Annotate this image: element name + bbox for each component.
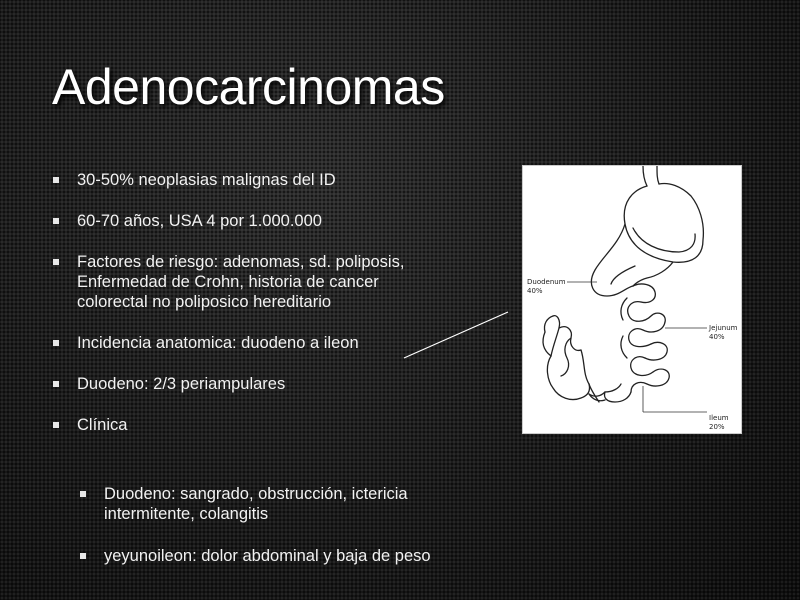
jejunum-label: Jejunum	[709, 324, 738, 332]
sub-bullet-item: Duodeno: sangrado, obstrucción, ictericia intermitente, colangitis	[80, 484, 440, 524]
bullet-item: 30-50% neoplasias malignas del ID	[52, 170, 432, 190]
jejunum-percent: 40%	[709, 333, 725, 341]
slide-title: Adenocarcinomas	[52, 59, 445, 115]
ileum-label: Ileum	[709, 414, 729, 422]
bullet-item: Incidencia anatomica: duodeno a ileon	[52, 333, 432, 353]
small-intestine-diagram	[523, 166, 741, 433]
bullet-item: Factores de riesgo: adenomas, sd. poliposis, Enfermedad de Crohn, historia de cancer colorectal no poliposico hereditario	[52, 252, 432, 312]
bullet-item: Clínica	[52, 415, 432, 435]
ileum-percent: 20%	[709, 423, 725, 431]
bullet-item: Duodeno: 2/3 periampulares	[52, 374, 432, 394]
bullet-list	[52, 170, 432, 456]
duodenum-label: Duodenum	[527, 278, 566, 286]
bullet-item: 60-70 años, USA 4 por 1.000.000	[52, 211, 432, 231]
sub-bullet-list	[80, 484, 440, 588]
sub-bullet-item: yeyunoileon: dolor abdominal y baja de peso	[80, 546, 440, 566]
duodenum-percent: 40%	[527, 287, 543, 295]
intestine-illustration	[523, 166, 741, 433]
